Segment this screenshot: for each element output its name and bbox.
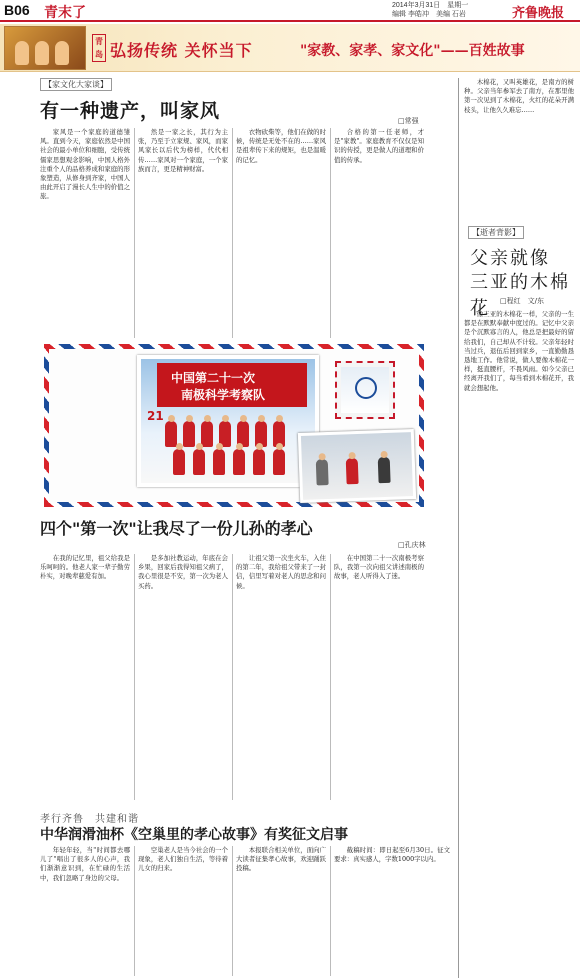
right-col-title-1: 父亲就像 xyxy=(470,248,550,269)
photo-envelope xyxy=(44,344,424,507)
right-col-body: 像三亚的木棉花一样，父亲的一生都是在默默奉献中度过的。记忆中父亲是个沉默寡言的人，他总是把最好的留给我们，自己却从不计较。父亲年轻时当过兵，退伍后回到家乡，一直勤勤恳恳地工作。他常说，做人要像木棉花一样，挺直腰杆，不畏风雨。如今父亲已经离开我们了，每当看到木棉花开，我就会想起他。 xyxy=(464,310,574,392)
issue-meta xyxy=(392,1,502,19)
photo-number: 21 xyxy=(147,409,164,423)
page-number: B06 xyxy=(4,2,30,18)
article-title-3: 中华润滑油杯《空巢里的孝心故事》有奖征文启事 xyxy=(40,827,348,843)
column-tag: 【家文化大家谈】 xyxy=(40,78,112,91)
article2-col-3: 让祖父第一次坐火车，入住的第二年，我给祖父带来了一封信，信里写着对老人的思念和问候。 xyxy=(236,554,326,590)
article1-col-2: 然是一家之长，其行为主张，乃至于立家规、家风，而家风家长以后代为榜样，代代相传……家风对一个家庭，一个家族而言，更是精神财富。 xyxy=(138,128,228,173)
stamp-icon xyxy=(335,361,395,419)
article-byline-2: □孔庆林 xyxy=(398,541,426,549)
right-col-title-2: 三亚的木棉花 xyxy=(470,272,570,319)
photo-banner-line-1: 中国第二十一次 xyxy=(171,371,256,385)
article3-col-1: 年轻年轻，当"时间都去哪儿了"唱出了很多人的心声，我们渐渐意识到，在忙碌的生活中，我们忽略了身边的父母。 xyxy=(40,846,130,882)
antarctic-team-photo xyxy=(137,355,319,487)
article1-col-1: 家风是一个家庭的道德雏风。直到今天，家庭依然是中国社会的最小单位和细胞，受传统儒家思想观念影响，中国人格外注重个人的品格养成和家庭的形象塑造，从修身到齐家，中国人由此开启了漫长人生中的价值之旅。 xyxy=(40,128,130,201)
masthead-logo: 齐鲁晚报 xyxy=(512,6,565,21)
article3-col-4: 截稿时间：即日起至6月30日。征文要求：真实感人，字数1000字以内。 xyxy=(334,846,450,864)
article2-col-4: 在中国第二十一次南极考察队，我第一次向祖父讲述南极的故事，老人听得入了迷。 xyxy=(334,554,424,581)
right-col-byline: □程红 文/东 xyxy=(500,297,544,305)
banner-slogan: 弘扬传统 关怀当下 xyxy=(110,41,253,60)
page-header xyxy=(0,0,580,22)
right-col-tag: 【逝者背影】 xyxy=(468,226,524,239)
article2-col-2: 是多加社教运动，年底在会乡果，回家后我得知祖父病了，我心里很是不安，第一次为老人买药。 xyxy=(138,554,228,590)
banner-photo xyxy=(4,26,86,70)
article3-col-3: 本报联合相关单位，面向广大读者征集孝心故事，欢迎踊跃投稿。 xyxy=(236,846,326,873)
issue-staff: 编辑 李皓冲 美编 石岩 xyxy=(392,11,466,18)
banner-seal: 青岛 xyxy=(92,34,106,62)
article3-col-2: 空巢老人是当今社会的一个现象，老人们独自生活，等待着儿女的归来。 xyxy=(138,846,228,873)
section-name: 青末了 xyxy=(44,4,86,20)
article2-col-1: 在我的记忆里，祖父给我是乐呵呵的。他老人家一辈子勤劳朴实，对晚辈慈爱有加。 xyxy=(40,554,130,581)
banner-subtitle: "家教、家孝、家文化"——百姓故事 xyxy=(300,43,525,59)
right-col-top-text: 木棉花，又叫英雄花，是南方的树种。父亲当年参军去了南方，在那里他第一次见到了木棉花，火红的花朵开满枝头，让他久久难忘…… xyxy=(464,78,574,114)
article-title-2: 四个"第一次"让我尽了一份儿孙的孝心 xyxy=(40,519,313,538)
article-title-1: 有一种遗产，叫家风 xyxy=(40,100,221,122)
photo-banner-line-2: 南极科学考察队 xyxy=(181,388,266,402)
family-photo xyxy=(298,429,416,503)
issue-date: 2014年3月31日 星期一 xyxy=(392,2,469,9)
article1-col-4: 合格的第一任老师，才是"家教"。家庭教育不仅仅是知识的传授，更是做人的道理和价值的传承。 xyxy=(334,128,424,164)
section-banner xyxy=(0,24,580,72)
article-byline-1: □常强 xyxy=(398,117,419,125)
article1-col-3: 衣物砍柴等，他们在做的时候，传统是无处不在的……家风是祖辈传下来的规矩，也是温暖的记忆。 xyxy=(236,128,326,164)
article3-subtitle: 孝行齐鲁 共建和谐 xyxy=(40,814,139,825)
